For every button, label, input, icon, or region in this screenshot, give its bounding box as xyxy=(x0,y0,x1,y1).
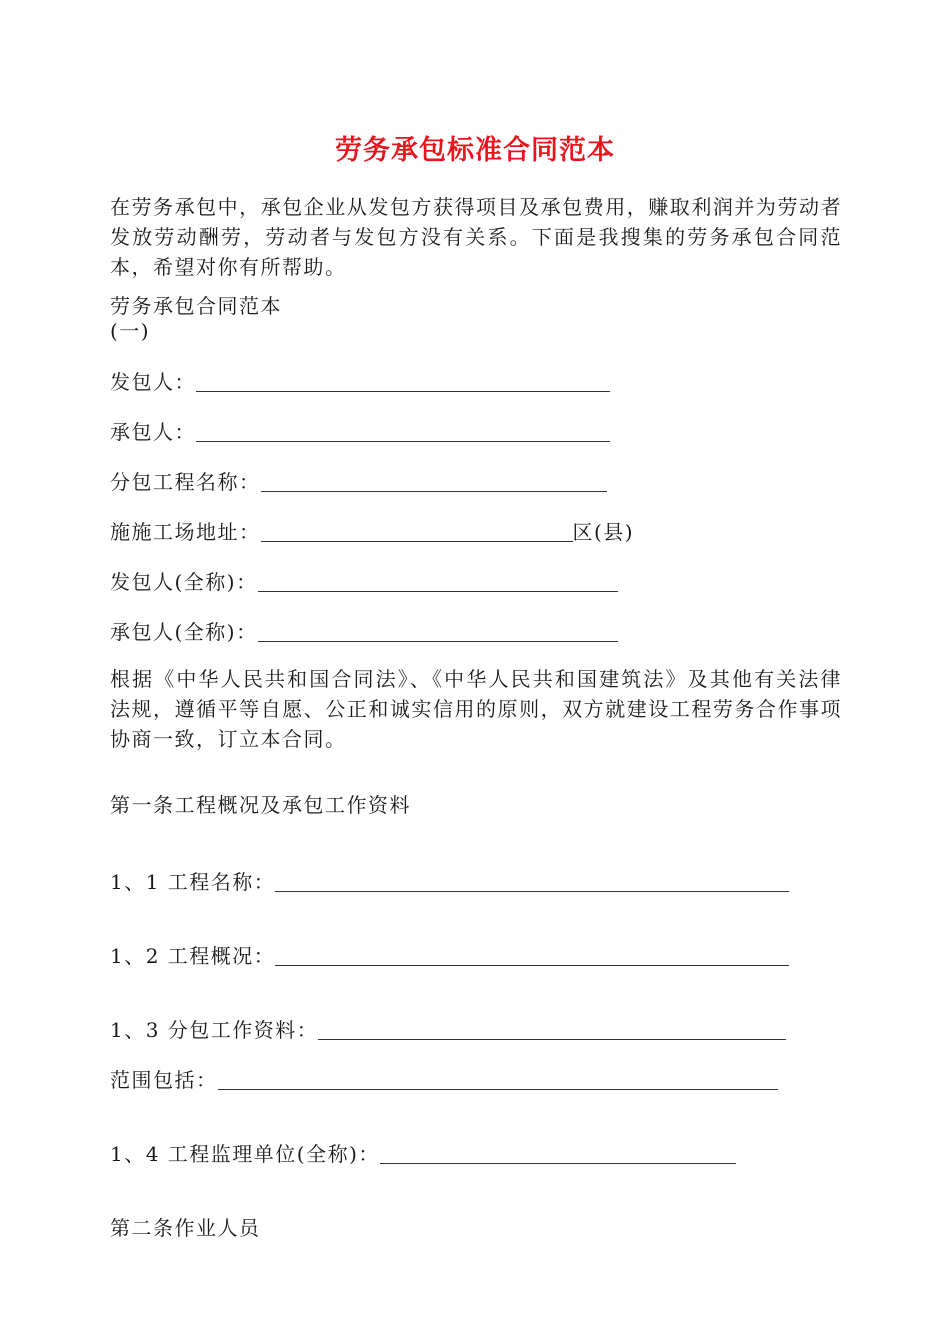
field-contractor-full-label: 承包人(全称)： xyxy=(110,620,258,644)
article2-heading: 第二条作业人员 xyxy=(110,1216,261,1240)
field-contractor-label: 承包人： xyxy=(110,420,196,444)
intro-paragraph: 在劳务承包中，承包企业从发包方获得项目及承包费用，赚取利润并为劳动者发放劳动酬劳，劳动者与发包方没有关系。下面是我搜集的劳务承包合同范本，希望对你有所帮助。 xyxy=(110,195,842,279)
field-site-address-suffix: 区(县) xyxy=(572,520,635,544)
field-contractor-blank[interactable] xyxy=(196,421,610,442)
field-site-address-label: 施施工场地址： xyxy=(110,520,261,544)
article1-heading: 第一条工程概况及承包工作资料 xyxy=(110,793,411,817)
article1-item2-label: 1、2 工程概况： xyxy=(110,944,276,968)
section-heading: 劳务承包合同范本 xyxy=(110,294,282,318)
field-project-name-blank[interactable] xyxy=(261,471,607,492)
article1-item2-blank[interactable] xyxy=(275,945,789,966)
field-contractor-full xyxy=(110,618,618,646)
article1-item2 xyxy=(110,942,789,970)
section-number: (一) xyxy=(110,319,151,343)
article1-scope-blank[interactable] xyxy=(218,1069,778,1090)
article1-item1 xyxy=(110,868,789,896)
article1-scope-label: 范围包括： xyxy=(110,1068,218,1092)
field-issuer-label: 发包人： xyxy=(110,370,196,394)
field-issuer-full-label: 发包人(全称)： xyxy=(110,570,258,594)
article1-item3-blank[interactable] xyxy=(318,1019,786,1040)
basis-paragraph: 根据《中华人民共和国合同法》、《中华人民共和国建筑法》及其他有关法律法规，遵循平等自愿、公正和诚实信用的原则，双方就建设工程劳务合作事项协商一致，订立本合同。 xyxy=(110,667,842,751)
article1-item3 xyxy=(110,1016,786,1044)
article1-item4-blank[interactable] xyxy=(380,1143,736,1164)
field-contractor-full-blank[interactable] xyxy=(258,621,618,642)
article1-item1-label: 1、1 工程名称： xyxy=(110,870,276,894)
field-issuer xyxy=(110,368,610,396)
document-title: 劳务承包标准合同范本 xyxy=(335,135,615,166)
field-issuer-full xyxy=(110,568,618,596)
field-issuer-full-blank[interactable] xyxy=(258,571,618,592)
field-contractor xyxy=(110,418,610,446)
article1-item1-blank[interactable] xyxy=(275,871,789,892)
field-site-address-blank[interactable] xyxy=(261,521,573,542)
field-site-address xyxy=(110,518,634,546)
article1-item3-label: 1、3 分包工作资料： xyxy=(110,1018,319,1042)
article1-item4 xyxy=(110,1140,736,1168)
article1-item4-label: 1、4 工程监理单位(全称)： xyxy=(110,1142,380,1166)
field-project-name xyxy=(110,468,607,496)
field-issuer-blank[interactable] xyxy=(196,371,610,392)
field-project-name-label: 分包工程名称： xyxy=(110,470,261,494)
article1-scope xyxy=(110,1066,778,1094)
